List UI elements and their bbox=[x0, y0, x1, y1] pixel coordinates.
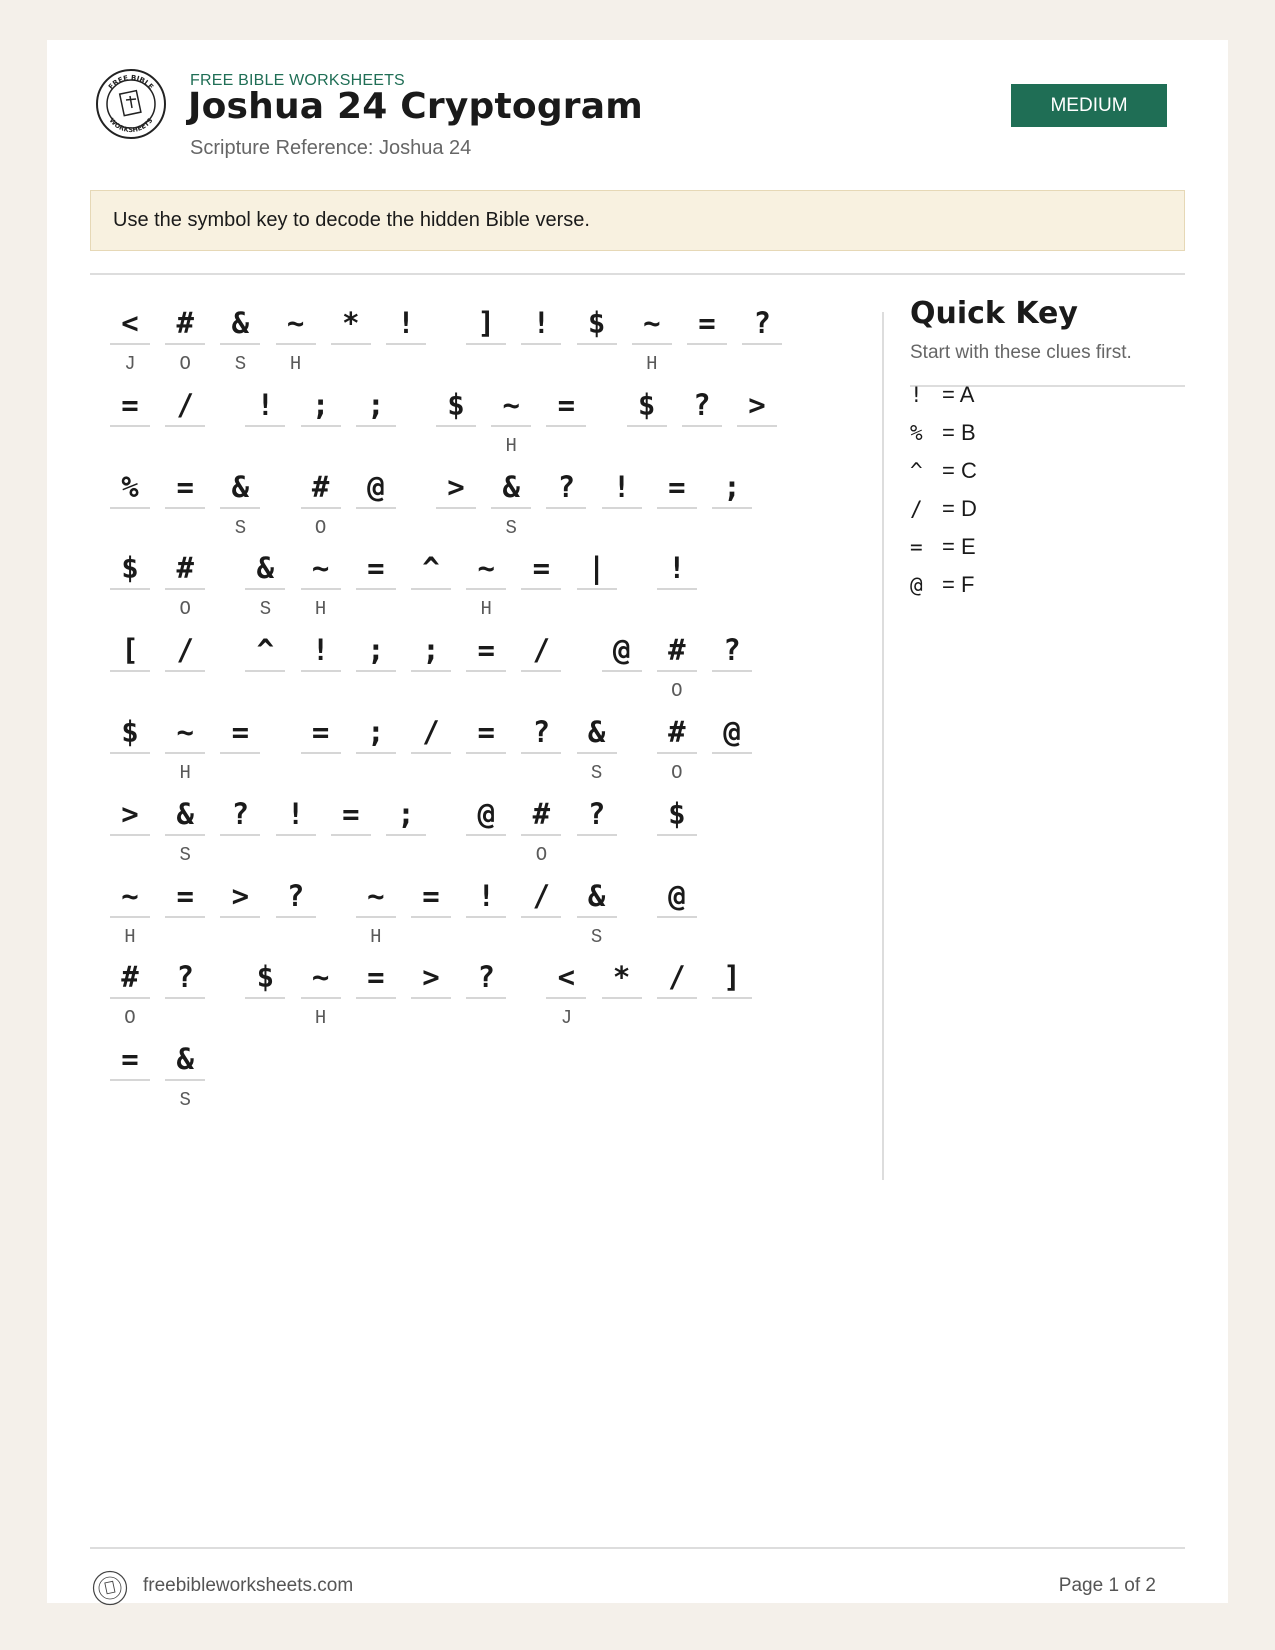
cipher-symbol-cell: ; bbox=[386, 794, 426, 836]
cipher-symbol-cell: > bbox=[220, 876, 260, 918]
cipher-symbol-cell: @ bbox=[356, 467, 396, 509]
cipher-symbol-cell: ~ bbox=[276, 303, 316, 345]
vertical-divider bbox=[882, 312, 884, 1180]
cipher-symbol-cell: = bbox=[411, 876, 451, 918]
cipher-symbol-cell: ~ bbox=[165, 712, 205, 754]
cipher-symbol-cell: | bbox=[577, 548, 617, 590]
quick-key-entry bbox=[910, 456, 977, 486]
cipher-symbol-cell: = bbox=[165, 467, 205, 509]
key-letter: = F bbox=[942, 572, 975, 597]
cipher-symbol-cell: $ bbox=[436, 385, 476, 427]
cipher-symbol-cell: ] bbox=[466, 303, 506, 345]
cipher-symbol-cell: ! bbox=[521, 303, 561, 345]
cipher-symbol-cell: ! bbox=[657, 548, 697, 590]
cipher-symbol-cell: = bbox=[165, 876, 205, 918]
cipher-symbol-cell: ; bbox=[411, 630, 451, 672]
cipher-symbol-cell: > bbox=[110, 794, 150, 836]
divider bbox=[90, 1547, 1185, 1549]
cipher-symbol-cell: / bbox=[165, 630, 205, 672]
decoded-letter: H bbox=[314, 1007, 327, 1030]
cipher-symbol-cell: & bbox=[245, 548, 285, 590]
cipher-symbol-cell: & bbox=[491, 467, 531, 509]
cipher-symbol-cell: ; bbox=[712, 467, 752, 509]
cipher-symbol-cell: ; bbox=[356, 630, 396, 672]
decoded-letter: O bbox=[124, 1007, 136, 1030]
decoded-letter: H bbox=[370, 925, 382, 948]
cipher-symbol-cell: ! bbox=[301, 630, 341, 672]
decoded-letter: J bbox=[560, 1007, 573, 1030]
difficulty-badge: MEDIUM bbox=[1011, 84, 1167, 127]
cipher-symbol-cell: * bbox=[331, 303, 371, 345]
page-title: Joshua 24 Cryptogram bbox=[188, 86, 643, 127]
brand-label: FREE BIBLE WORKSHEETS bbox=[190, 72, 405, 89]
decoded-letter: S bbox=[234, 516, 247, 539]
cipher-symbol-cell: ~ bbox=[301, 957, 341, 999]
decoded-letter: O bbox=[671, 680, 683, 703]
cipher-symbol-cell: ? bbox=[165, 957, 205, 999]
cipher-symbol-cell: $ bbox=[627, 385, 667, 427]
cipher-symbol-cell: & bbox=[577, 876, 617, 918]
key-symbol: @ bbox=[910, 573, 923, 597]
cipher-symbol-cell: ~ bbox=[356, 876, 396, 918]
cipher-symbol-cell: ? bbox=[220, 794, 260, 836]
cipher-symbol-cell: ! bbox=[276, 794, 316, 836]
cipher-symbol-cell: ? bbox=[712, 630, 752, 672]
key-letter: = D bbox=[942, 496, 977, 521]
decoded-letter: H bbox=[179, 762, 191, 784]
cipher-symbol-cell: # bbox=[657, 630, 697, 672]
key-letter: = C bbox=[942, 458, 977, 483]
cipher-symbol-cell: $ bbox=[110, 712, 150, 754]
cipher-symbol-cell: ~ bbox=[110, 876, 150, 918]
svg-text:FREE BIBLE: FREE BIBLE bbox=[107, 73, 155, 92]
key-symbol: ! bbox=[910, 383, 923, 407]
page-number: Page 1 of 2 bbox=[1058, 1575, 1156, 1596]
cipher-symbol-cell: # bbox=[165, 303, 205, 345]
decoded-letter: O bbox=[179, 353, 191, 375]
cipher-symbol-cell: / bbox=[165, 385, 205, 427]
decoded-letter: S bbox=[590, 762, 603, 784]
decoded-letter: S bbox=[234, 353, 247, 375]
cipher-symbol-cell: ~ bbox=[466, 548, 506, 590]
decoded-letter: J bbox=[124, 353, 136, 375]
decoded-letter: H bbox=[124, 925, 136, 948]
decoded-letter: H bbox=[480, 598, 492, 621]
quick-key-entry bbox=[910, 494, 977, 524]
cipher-symbol-cell: # bbox=[165, 548, 205, 590]
svg-text:WORKSHEETS: WORKSHEETS bbox=[107, 116, 155, 135]
decoded-letter: O bbox=[179, 598, 191, 621]
cipher-symbol-cell: ~ bbox=[632, 303, 672, 345]
cipher-symbol-cell: [ bbox=[110, 630, 150, 672]
cipher-symbol-cell: & bbox=[577, 712, 617, 754]
cipher-symbol-cell: ; bbox=[356, 385, 396, 427]
cipher-symbol-cell: = bbox=[687, 303, 727, 345]
cipher-symbol-cell: ! bbox=[245, 385, 285, 427]
cipher-symbol-cell: = bbox=[521, 548, 561, 590]
cipher-symbol-cell: < bbox=[110, 303, 150, 345]
quick-key-title: Quick Key bbox=[910, 296, 1078, 331]
cipher-symbol-cell: = bbox=[110, 1039, 150, 1081]
cipher-symbol-cell: ~ bbox=[301, 548, 341, 590]
cipher-symbol-cell: ? bbox=[742, 303, 782, 345]
quick-key-entry bbox=[910, 418, 976, 448]
decoded-letter: H bbox=[646, 353, 658, 375]
cipher-symbol-cell: & bbox=[220, 303, 260, 345]
cipher-symbol-cell: = bbox=[220, 712, 260, 754]
key-letter: = E bbox=[942, 534, 976, 559]
cipher-symbol-cell: $ bbox=[577, 303, 617, 345]
cipher-symbol-cell: & bbox=[165, 794, 205, 836]
cipher-symbol-cell: > bbox=[411, 957, 451, 999]
cipher-symbol-cell: @ bbox=[712, 712, 752, 754]
worksheet-page bbox=[47, 40, 1228, 1603]
cipher-symbol-cell: # bbox=[657, 712, 697, 754]
decoded-letter: H bbox=[314, 598, 327, 621]
key-symbol: ^ bbox=[910, 459, 923, 483]
cipher-symbol-cell: & bbox=[220, 467, 260, 509]
cipher-symbol-cell: ; bbox=[356, 712, 396, 754]
cipher-symbol-cell: / bbox=[657, 957, 697, 999]
cipher-symbol-cell: # bbox=[110, 957, 150, 999]
cryptogram-grid bbox=[47, 40, 1228, 1603]
cipher-symbol-cell: ? bbox=[546, 467, 586, 509]
cipher-symbol-cell: # bbox=[301, 467, 341, 509]
key-letter: = A bbox=[942, 382, 975, 407]
decoded-letter: S bbox=[505, 516, 517, 539]
cipher-symbol-cell: > bbox=[737, 385, 777, 427]
key-symbol: % bbox=[910, 421, 923, 445]
decoded-letter: S bbox=[259, 598, 272, 621]
decoded-letter: O bbox=[314, 516, 327, 539]
cipher-symbol-cell: ! bbox=[386, 303, 426, 345]
cipher-symbol-cell: & bbox=[165, 1039, 205, 1081]
cipher-symbol-cell: @ bbox=[602, 630, 642, 672]
footer-website: freebibleworksheets.com bbox=[143, 1575, 354, 1596]
cipher-symbol-cell: = bbox=[356, 548, 396, 590]
cipher-symbol-cell: ^ bbox=[411, 548, 451, 590]
decoded-letter: S bbox=[590, 925, 603, 948]
cipher-symbol-cell: / bbox=[411, 712, 451, 754]
cipher-symbol-cell: > bbox=[436, 467, 476, 509]
cipher-symbol-cell: = bbox=[331, 794, 371, 836]
scripture-reference: Scripture Reference: Joshua 24 bbox=[190, 137, 472, 159]
cipher-symbol-cell: $ bbox=[245, 957, 285, 999]
key-symbol: = bbox=[910, 535, 923, 559]
quick-key-subtitle: Start with these clues first. bbox=[910, 342, 1132, 363]
key-letter: = B bbox=[942, 420, 976, 445]
cipher-symbol-cell: @ bbox=[466, 794, 506, 836]
cipher-symbol-cell: / bbox=[521, 630, 561, 672]
cipher-symbol-cell: ? bbox=[466, 957, 506, 999]
cipher-symbol-cell: ? bbox=[521, 712, 561, 754]
cipher-symbol-cell: = bbox=[356, 957, 396, 999]
footer-logo-icon bbox=[92, 1570, 128, 1606]
cipher-symbol-cell: ] bbox=[712, 957, 752, 999]
decoded-letter: S bbox=[179, 843, 191, 866]
cipher-symbol-cell: / bbox=[521, 876, 561, 918]
cipher-symbol-cell: $ bbox=[657, 794, 697, 836]
cipher-symbol-cell: ! bbox=[602, 467, 642, 509]
cipher-symbol-cell: = bbox=[301, 712, 341, 754]
quick-key-entry bbox=[910, 532, 976, 562]
key-symbol: / bbox=[910, 497, 923, 521]
quick-key-entry bbox=[910, 570, 974, 600]
decoded-letter: O bbox=[671, 762, 683, 784]
cipher-symbol-cell: = bbox=[466, 712, 506, 754]
cipher-symbol-cell: = bbox=[657, 467, 697, 509]
cipher-symbol-cell: < bbox=[546, 957, 586, 999]
instructions-text: Use the symbol key to decode the hidden Bible verse. bbox=[113, 209, 590, 231]
cipher-symbol-cell: = bbox=[110, 385, 150, 427]
cipher-symbol-cell: @ bbox=[657, 876, 697, 918]
cipher-symbol-cell: # bbox=[521, 794, 561, 836]
cipher-symbol-cell: ! bbox=[466, 876, 506, 918]
cipher-symbol-cell: ^ bbox=[245, 630, 285, 672]
cipher-symbol-cell: ? bbox=[577, 794, 617, 836]
decoded-letter: S bbox=[179, 1089, 191, 1112]
cipher-symbol-cell: ? bbox=[276, 876, 316, 918]
decoded-letter: O bbox=[535, 843, 548, 866]
cipher-symbol-cell: = bbox=[466, 630, 506, 672]
quick-key-entry bbox=[910, 380, 974, 410]
decoded-letter: H bbox=[289, 353, 302, 375]
cipher-symbol-cell: ? bbox=[682, 385, 722, 427]
cipher-symbol-cell: = bbox=[546, 385, 586, 427]
cipher-symbol-cell: ; bbox=[301, 385, 341, 427]
cipher-symbol-cell: ~ bbox=[491, 385, 531, 427]
cipher-symbol-cell: * bbox=[602, 957, 642, 999]
cipher-symbol-cell: % bbox=[110, 467, 150, 509]
cipher-symbol-cell: $ bbox=[110, 548, 150, 590]
decoded-letter: H bbox=[505, 434, 517, 457]
